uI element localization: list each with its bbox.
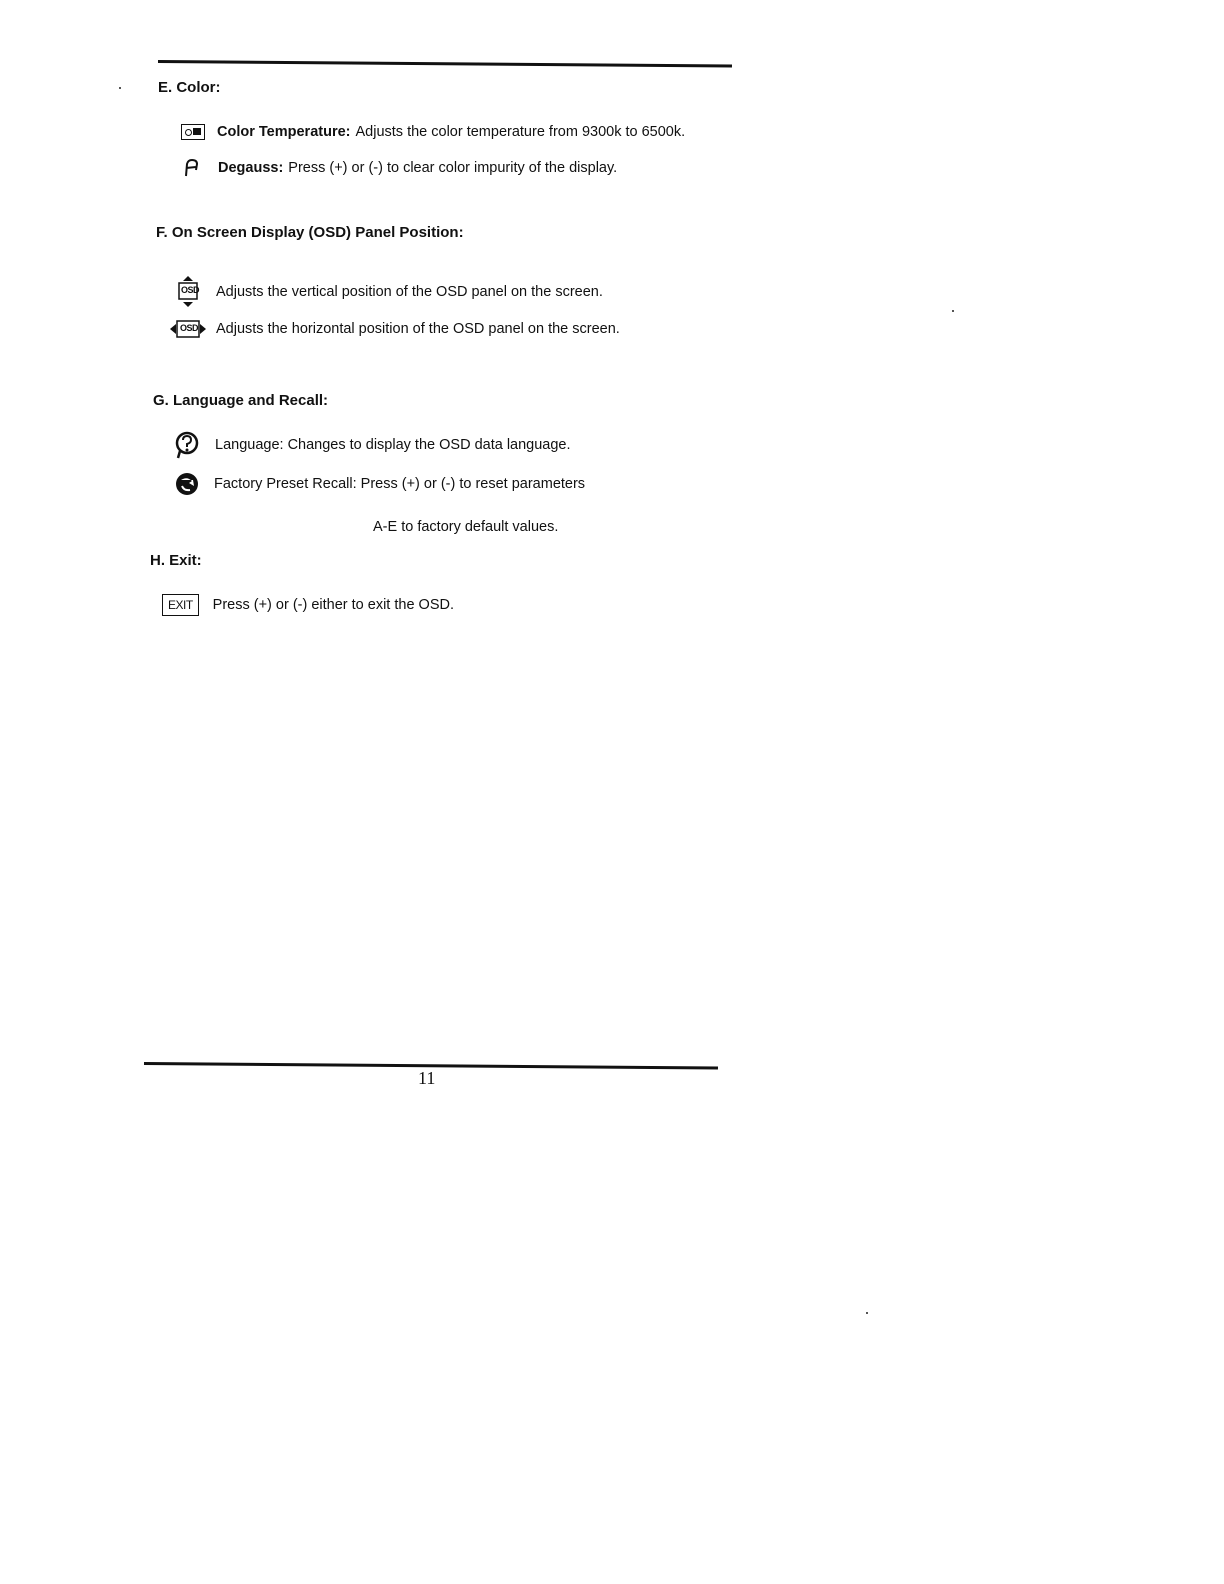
- exit-text: Press (+) or (-) either to exit the OSD.: [212, 597, 455, 613]
- degauss-icon: [182, 158, 204, 178]
- color-temperature-icon: [181, 124, 205, 140]
- degauss-text: Press (+) or (-) to clear color impurity of the display.: [288, 160, 618, 176]
- osd-horizontal-icon-text: OSD: [180, 323, 199, 333]
- language-icon: [175, 431, 199, 459]
- osd-vertical-row: [176, 276, 603, 308]
- osd-horizontal-position-icon: [170, 320, 206, 338]
- language-text: Language: Changes to display the OSD data language.: [215, 437, 571, 453]
- exit-icon: EXIT: [162, 594, 199, 616]
- color-temperature-row: [181, 124, 685, 140]
- osd-horizontal-row: [170, 320, 620, 338]
- language-row: [175, 431, 571, 459]
- osd-vertical-text: Adjusts the vertical position of the OSD panel on the screen.: [216, 284, 603, 300]
- page-number: 11: [418, 1068, 436, 1088]
- section-heading-color: E. Color:: [158, 79, 221, 96]
- section-heading-osd-position: F. On Screen Display (OSD) Panel Position:: [156, 224, 464, 241]
- scan-speck: [866, 1312, 868, 1314]
- osd-vertical-icon-text: OSD: [181, 285, 200, 295]
- degauss-label: Degauss:: [218, 160, 284, 176]
- section-heading-language-recall: G. Language and Recall:: [153, 392, 329, 409]
- factory-recall-text: Factory Preset Recall: Press (+) or (-) to reset parameters: [214, 476, 586, 492]
- osd-vertical-position-icon: [176, 276, 200, 308]
- exit-row: [162, 594, 454, 616]
- color-temperature-label: Color Temperature:: [217, 124, 351, 140]
- factory-recall-row: [174, 471, 585, 497]
- scan-speck: [952, 310, 954, 312]
- section-heading-exit: H. Exit:: [150, 552, 202, 569]
- factory-recall-continuation: A-E to factory default values.: [373, 519, 559, 535]
- osd-horizontal-text: Adjusts the horizontal position of the OSD panel on the screen.: [216, 321, 620, 337]
- top-rule: [158, 60, 732, 68]
- color-temperature-text: Adjusts the color temperature from 9300k to 6500k.: [355, 124, 686, 140]
- degauss-row: [182, 158, 617, 178]
- factory-recall-icon: [174, 471, 200, 497]
- scan-speck: [119, 87, 121, 89]
